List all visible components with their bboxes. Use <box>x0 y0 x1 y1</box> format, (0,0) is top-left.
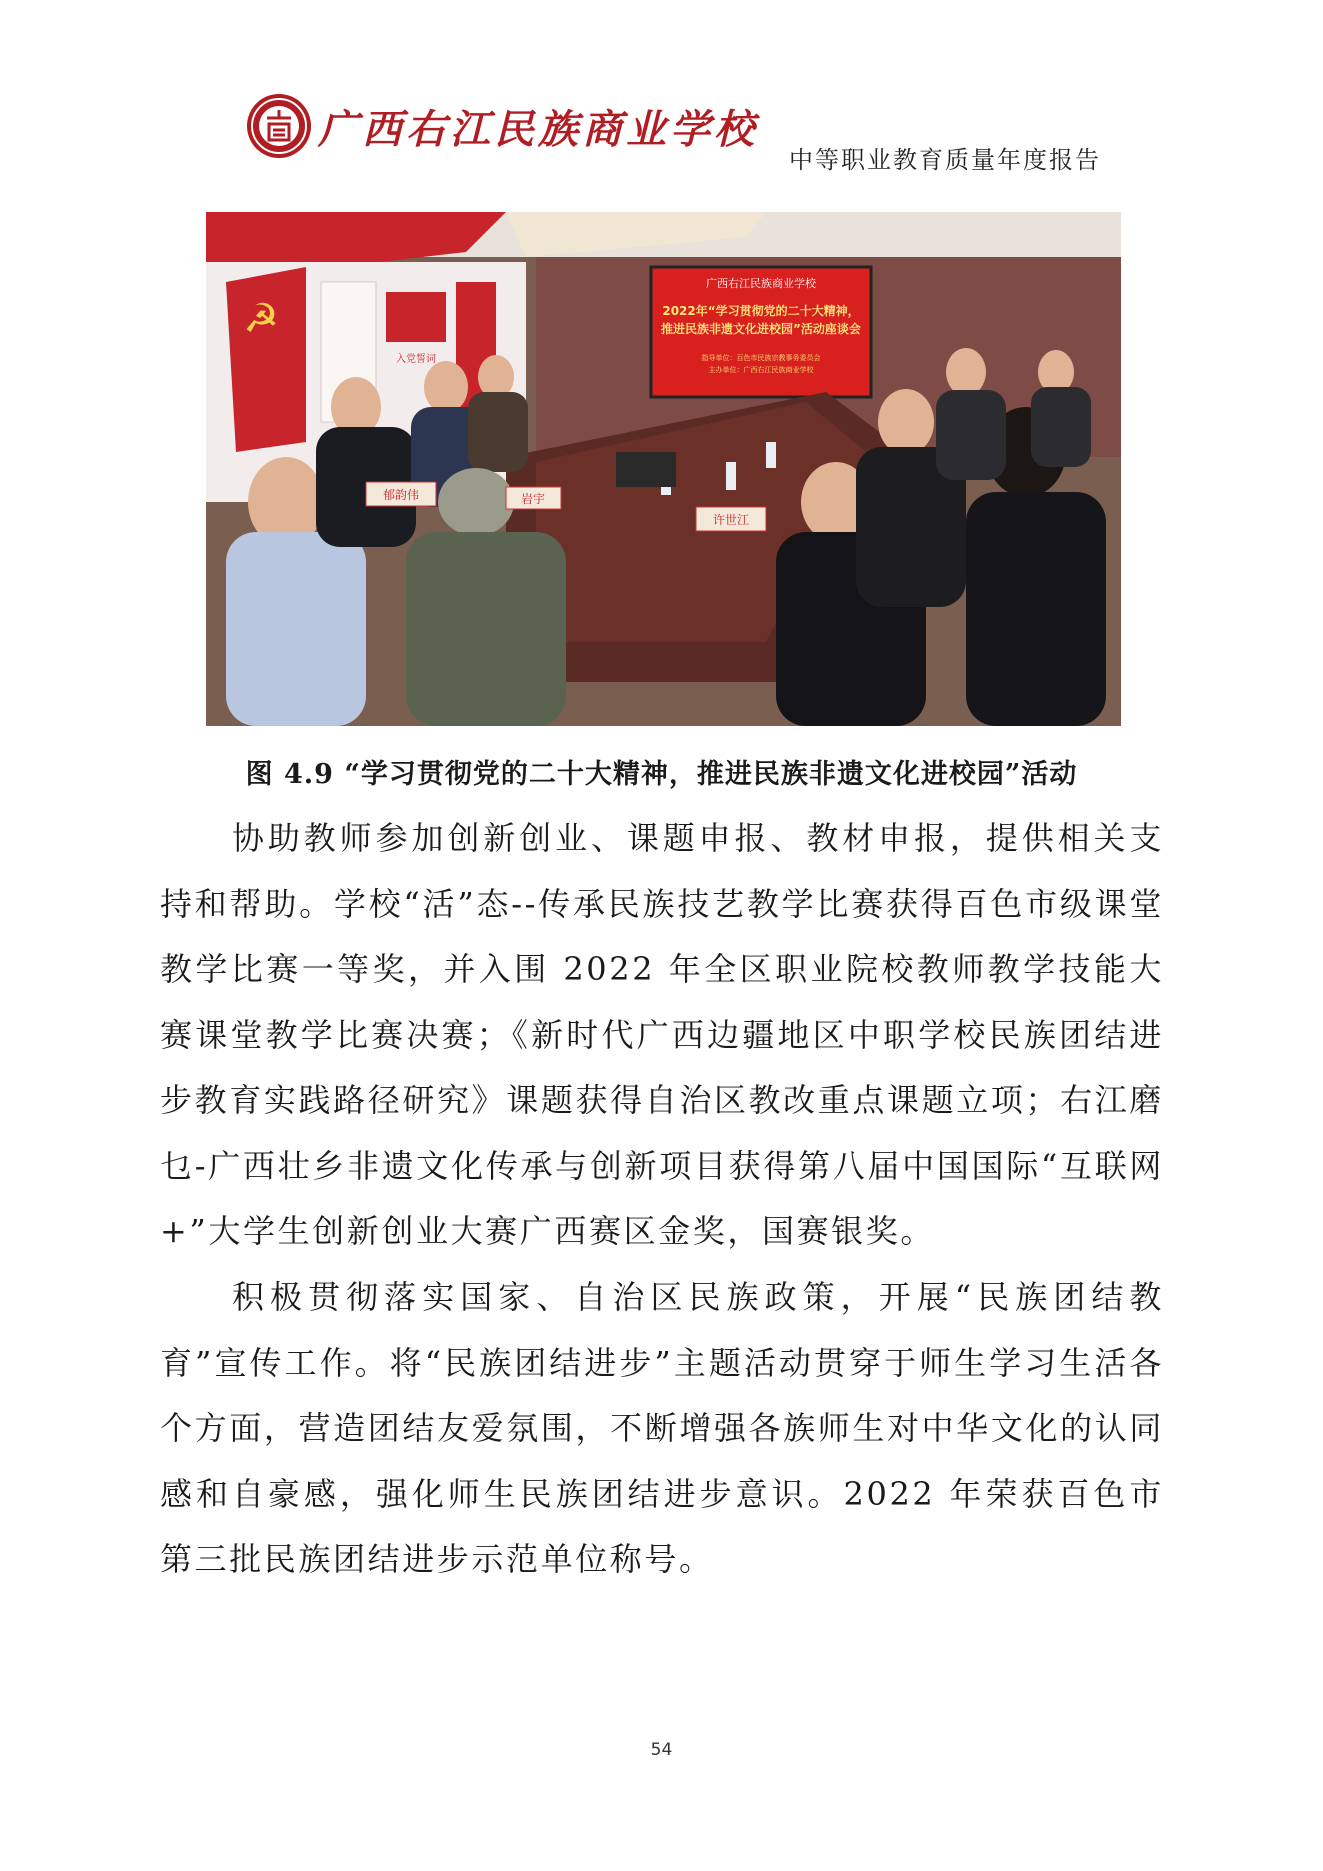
screen-sub1: 指导单位：百色市民族宗教事务委员会 <box>701 354 821 362</box>
wall-text: 入党誓词 <box>396 354 436 365</box>
body-paragraph: 协助教师参加创新创业、课题申报、教材申报，提供相关支持和帮助。学校“活”态--传承民族技艺教学比赛获得百色市级课堂教学比赛一等奖，并入围 2022 年全区职业院校教师教学技能大赛课堂教学比赛决赛；《新时代广西边疆地区中职学校民族团结进步教育实践路径研究》课题获得自治区教改重点课题立项；右江磨乜-广西壮乡非遗文化传承与创新项目获得第八届中国国际“互联网+”大学生创新创业大赛广西赛区金奖，国赛银奖。 <box>160 819 1164 1250</box>
nameplate: 岩宇 <box>520 492 546 506</box>
figure-caption: 图 4.9 “学习贯彻党的二十大精神，推进民族非遗文化进校园”活动 <box>245 759 1078 790</box>
screen-title-line2: 推进民族非遗文化进校园”活动座谈会 <box>661 322 861 336</box>
report-title: 中等职业教育质量年度报告 <box>789 146 1101 174</box>
screen-title-line1: 2022年“学习贯彻党的二十大精神， <box>662 304 860 318</box>
screen-sub2: 主办单位：广西右江民族商业学校 <box>708 366 814 374</box>
nameplate: 郁韵伟 <box>382 488 420 502</box>
school-seal-icon <box>245 92 313 160</box>
event-photo <box>206 212 1121 726</box>
page-number: 54 <box>650 1740 673 1760</box>
body-paragraph: 积极贯彻落实国家、自治区民族政策，开展“民族团结教育”宣传工作。将“民族团结进步”主题活动贯穿于师生学习生活各个方面，营造团结友爱氛围，不断增强各族师生对中华文化的认同感和自豪感，强化师生民族团结进步意识。2022 年荣获百色市第三批民族团结进步示范单位称号。 <box>160 1278 1164 1578</box>
screen-header: 广西右江民族商业学校 <box>706 277 816 290</box>
svg-text:☭: ☭ <box>243 296 279 342</box>
nameplate: 许世江 <box>712 513 750 527</box>
school-name: 广西右江民族商业学校 <box>318 106 758 153</box>
